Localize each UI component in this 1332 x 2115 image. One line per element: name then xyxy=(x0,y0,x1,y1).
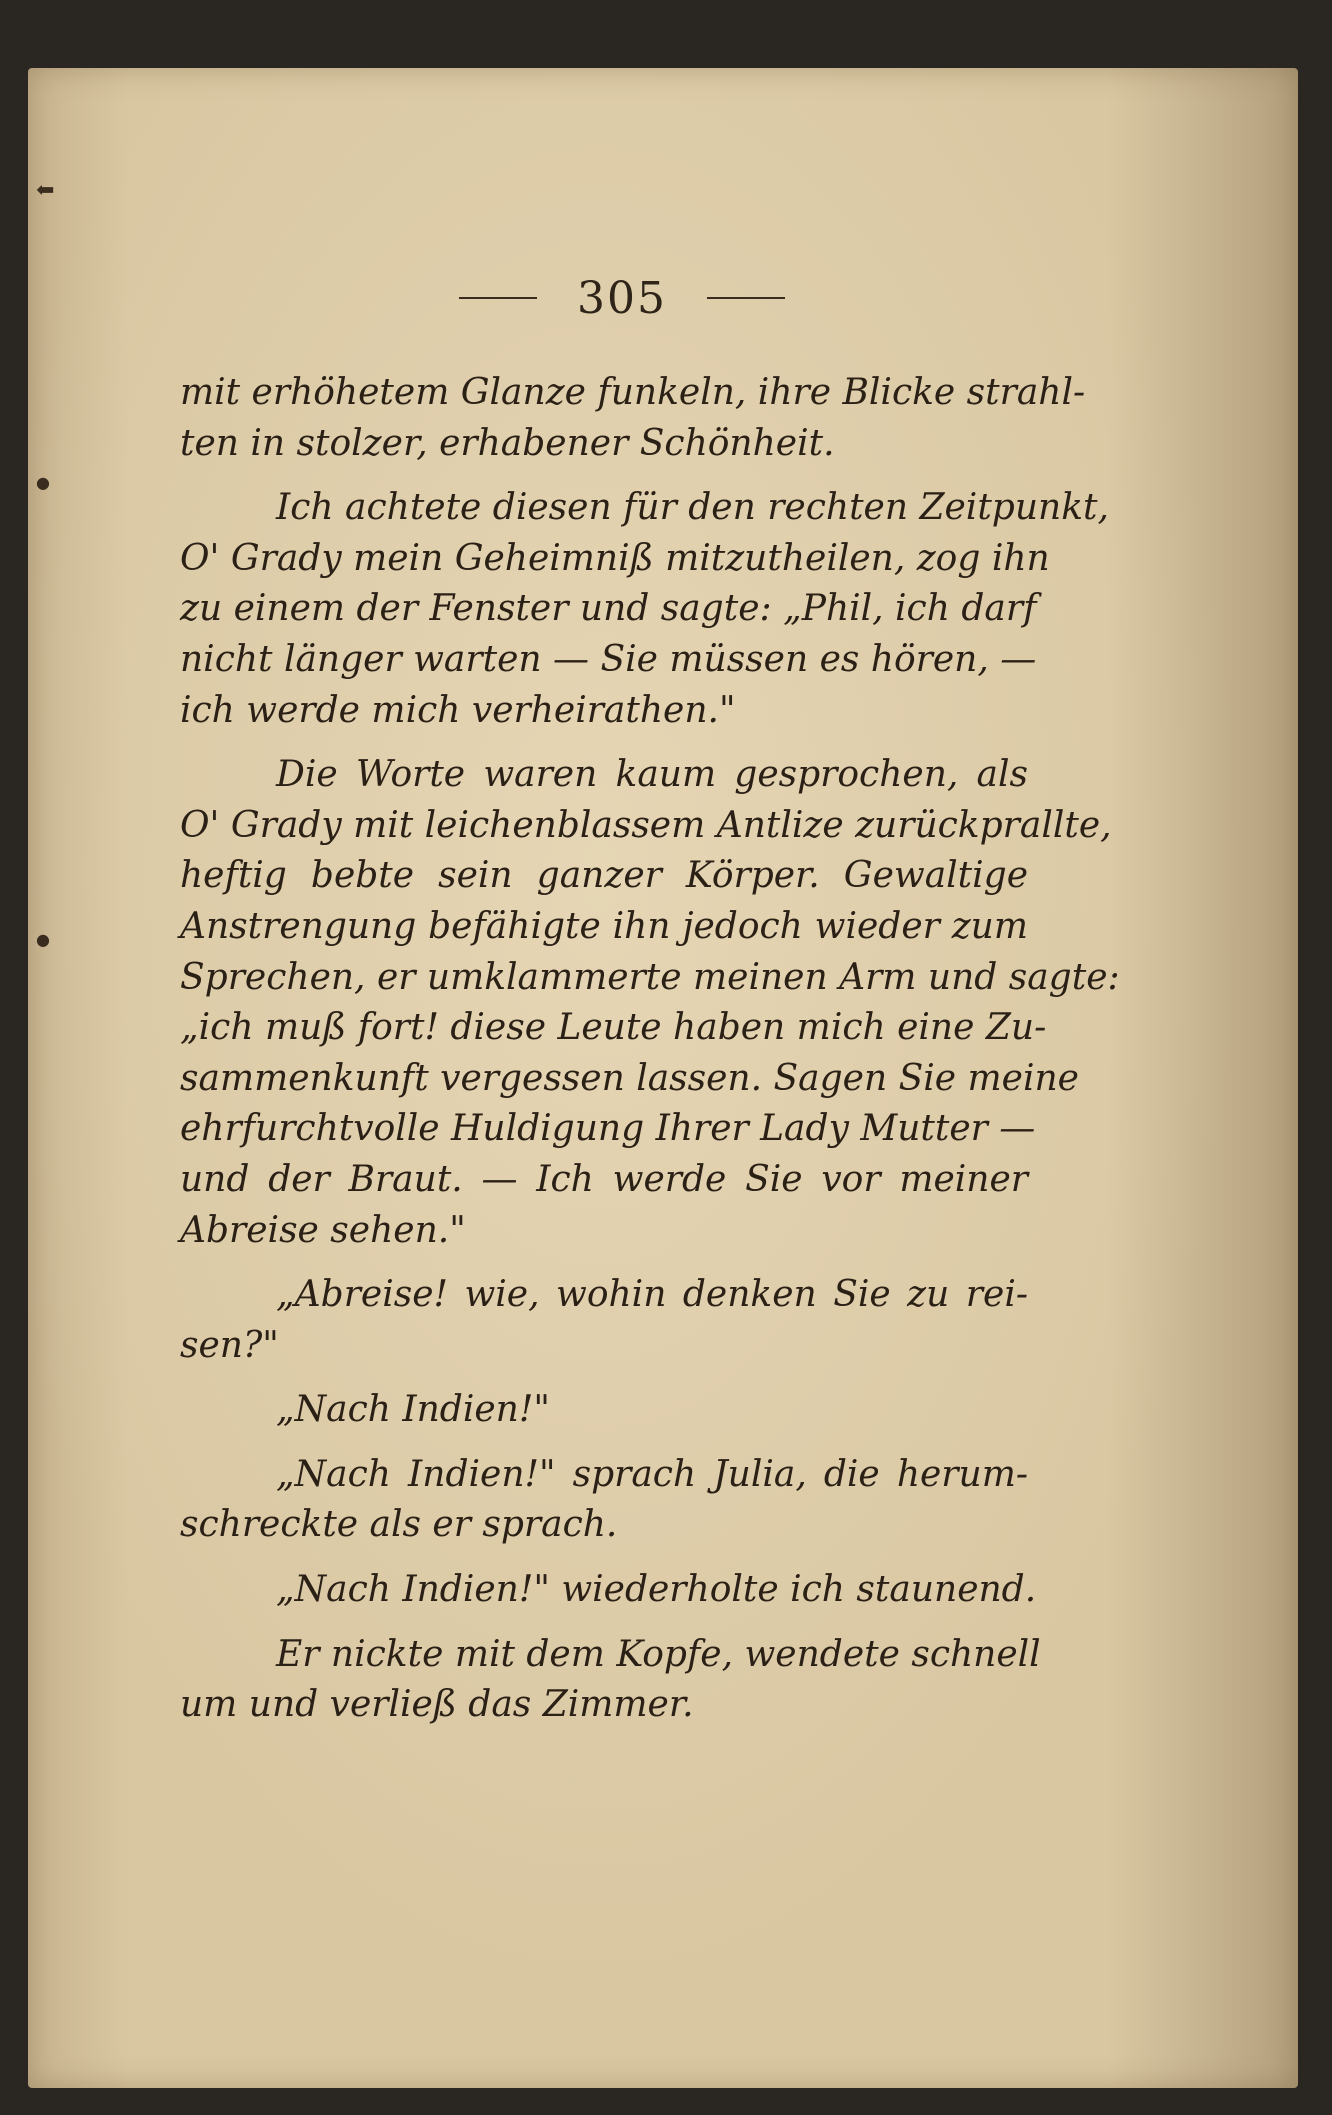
margin-dot-mark-2: ● xyxy=(36,930,50,949)
paragraph xyxy=(180,1450,1028,1551)
text-line: „ich muß fort! diese Leute haben mich eine Zu- xyxy=(180,1007,1047,1049)
text-line: sammenkunft vergessen lassen. Sagen Sie meine xyxy=(180,1057,1079,1099)
text-line: „Nach Indien!" xyxy=(276,1389,550,1431)
text-line: Anstrengung befähigte ihn jedoch wieder zum xyxy=(180,905,1028,947)
text-line: ich werde mich verheirathen." xyxy=(180,689,736,731)
margin-dot-mark: ● xyxy=(36,473,50,492)
text-line: um und verließ das Zimmer. xyxy=(180,1684,694,1726)
text-line: ten in stolzer, erhabener Schönheit. xyxy=(180,422,835,464)
text-line: heftig bebte sein ganzer Körper. Gewaltige xyxy=(180,855,1028,897)
text-line: „Abreise! wie, wohin denken Sie zu rei- xyxy=(276,1274,1028,1316)
page-number: 305 xyxy=(577,272,667,324)
page-header xyxy=(442,268,802,328)
text-line: O' Grady mein Geheimniß mitzutheilen, zog ihn xyxy=(180,537,1050,579)
text-line: ehrfurchtvolle Huldigung Ihrer Lady Mutter — xyxy=(180,1108,1036,1150)
paragraph xyxy=(180,368,1086,469)
text-line: „Nach Indien!" sprach Julia, die herum- xyxy=(276,1453,1028,1495)
text-line: schreckte als er sprach. xyxy=(180,1504,618,1546)
text-line: sen?" xyxy=(180,1324,279,1366)
text-line: Abreise sehen." xyxy=(180,1209,466,1251)
text-line: O' Grady mit leichenblassem Antlize zurückprallte, xyxy=(180,804,1112,846)
header-rule-right xyxy=(707,297,785,299)
text-line: und der Braut. — Ich werde Sie vor meiner xyxy=(180,1158,1028,1200)
text-line: „Nach Indien!" wiederholte ich staunend. xyxy=(276,1569,1037,1611)
paragraph xyxy=(180,1630,1041,1731)
text-line: Er nickte mit dem Kopfe, wendete schnell xyxy=(276,1633,1041,1675)
text-line: Die Worte waren kaum gesprochen, als xyxy=(276,754,1028,796)
paragraph xyxy=(180,1385,1028,1436)
paragraph xyxy=(180,483,1109,736)
text-line: Ich achtete diesen für den rechten Zeitpunkt, xyxy=(276,487,1109,529)
body-text xyxy=(180,368,1120,1736)
paragraph xyxy=(180,750,1120,1256)
header-rule-left xyxy=(459,297,537,299)
text-line: zu einem der Fenster und sagte: „Phil, ich darf xyxy=(180,588,1037,630)
paragraph xyxy=(180,1270,1028,1371)
margin-arrow-mark: ⬅ xyxy=(36,178,55,203)
paragraph xyxy=(180,1565,1037,1616)
text-line: Sprechen, er umklammerte meinen Arm und sagte: xyxy=(180,956,1120,998)
text-line: mit erhöhetem Glanze funkeln, ihre Blicke strahl- xyxy=(180,372,1086,413)
text-line: nicht länger warten — Sie müssen es hören, — xyxy=(180,638,1037,680)
